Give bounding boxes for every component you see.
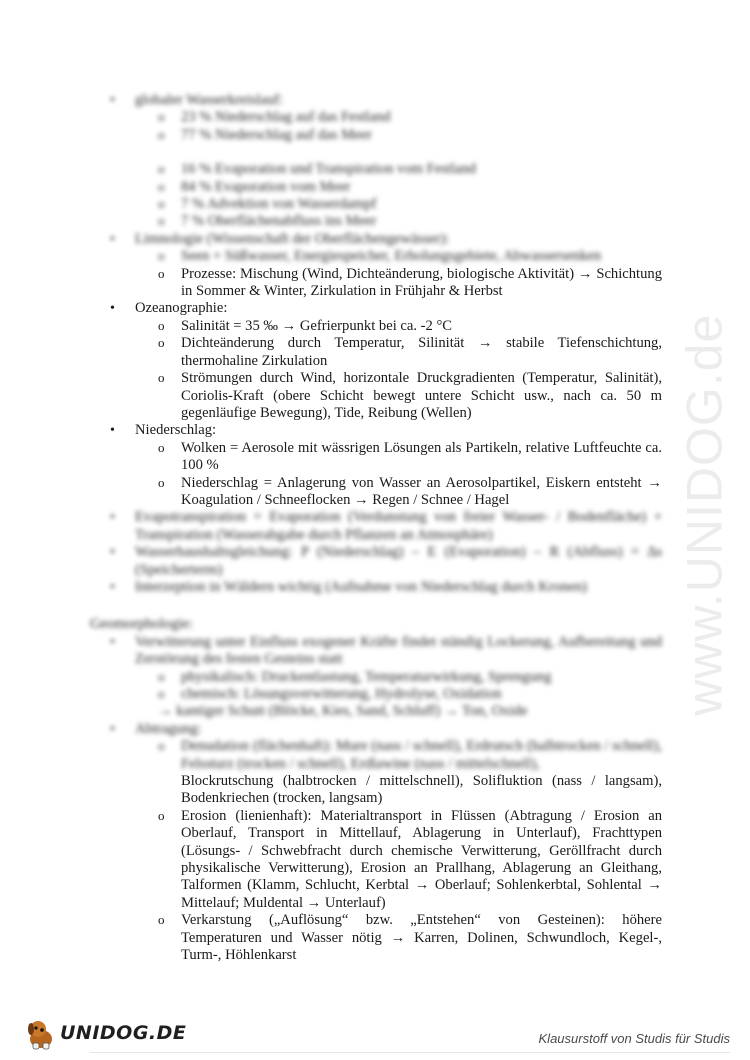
heading-geomorphologie: Geomorphologie:: [90, 616, 193, 633]
sub-list-item-chemisch: o chemisch: Lösungsverwitterung, Hydrolyse, Oxidation: [90, 686, 662, 703]
sub-list-item-verkarstung: o Verkarstung („Auflösung“ bzw. „Entstehen“ von Gesteinen): höhere Temperaturen und Wasser nötig → Karren, Dolinen, Schwundloch, Kegel-, Turm-, Höhlenkarst: [90, 912, 662, 964]
sub-list-item-erosion: o Erosion (lienienhaft): Materialtransport in Flüssen (Abtragung / Erosion an Oberlauf, Transport in Mittellauf, Ablagerung in Unterlauf), Frachttypen (Lösungs- / Schwebfracht durch chemische Verwitterung, Geröllfracht durch physikalische Verwitterung), Erosion an Prallhang, Ablagerung an Gleithang, Talformen (Klamm, Schlucht, Kerbtal → Oberlauf; Sohlenkerbtal, Sohlental → Mittelauf; Muldental → Unterlauf): [90, 808, 662, 912]
spacer: [90, 596, 662, 616]
dog-mascot-icon: [24, 1017, 58, 1051]
sub-list-item-niederschlag: o Niederschlag = Anlagerung von Wasser an Aerosolpartikel, Eiskern entsteht → Koagulation / Schneeflocken → Regen / Schnee / Hagel: [90, 475, 662, 510]
logo-text: UNIDOG.DE: [60, 1022, 187, 1045]
sub-list-item: o 7 % Oberflächenabfluss ins Meer: [90, 213, 662, 230]
sub-list-item-salinitaet: o Salinität = 35 ‰ → Gefrierpunkt bei ca. -2 °C: [90, 318, 662, 335]
sub-list-item-dichte: o Dichteänderung durch Temperatur, Silinität → stabile Tiefenschichtung, thermohaline Zirkulation: [90, 335, 662, 370]
list-item: • Limnologie (Wissenschaft der Oberflächengewässer):: [90, 231, 662, 248]
sub-list-item-schutt: → kantiger Schutt (Blöcke, Kies, Sand, Schluff) → Ton, Oxide: [158, 703, 528, 720]
sub-list-item: o 77 % Niederschlag auf das Meer: [90, 127, 662, 144]
sub-list-item: o 7 % Advektion von Wasserdampf: [90, 196, 662, 213]
sub-list-item-stroemungen: o Strömungen durch Wind, horizontale Druckgradienten (Temperatur, Salinität), Coriolis-Kraft (obere Schicht bewegt untere Schicht usw., nach ca. 50 m gegenläufige Bewegung), Tide, Reibung (Wellen): [90, 370, 662, 422]
footer-tagline: Klausurstoff von Studis für Studis: [538, 1031, 730, 1046]
watermark: [670, 290, 740, 740]
sub-list-item-denudation: o Denudation (flächenhaft): Mure (nass / schnell), Erdrutsch (halbtrocken / schnell), Felssturz (trocken / schnell), Erdlawine (nass / mittelschnell),: [90, 738, 662, 773]
heading-ozeanographie: • Ozeanographie:: [90, 300, 662, 317]
sub-list-item-wolken: o Wolken = Aerosole mit wässrigen Lösungen als Partikeln, relative Luftfeuchte ca. 100 %: [90, 440, 662, 475]
list-item: • globaler Wasserkreislauf:: [90, 92, 662, 109]
sub-list-item: o 16 % Evaporation und Transpiration vom Festland: [90, 161, 662, 178]
list-item-interzeption: • Interzeption in Wäldern wichtig (Aufnahme von Niederschlag durch Kronen): [90, 579, 662, 596]
sub-list-item: o 84 % Evaporation vom Meer: [90, 179, 662, 196]
list-item-wasserhaushalt: • Wasserhaushaltsgleichung: P (Niederschlag) – E (Evaporation) – R (Abfluss) = ∆s (Speicherterm): [90, 544, 662, 579]
footer-logo: [24, 1016, 186, 1052]
sub-list-item: o 23 % Niederschlag auf das Festland: [90, 109, 662, 126]
sub-list-item-prozesse: o Prozesse: Mischung (Wind, Dichteänderung, biologische Aktivität) → Schichtung in Sommer & Winter, Zirkulation in Frühjahr & Herbst: [90, 266, 662, 301]
spacer: [90, 144, 662, 161]
list-item-verwitterung: • Verwitterung unter Einfluss exogener Kräfte findet ständig Lockerung, Aufbereitung und Zerstörung des festen Gesteins statt: [90, 634, 662, 669]
heading-abtragung: • Abtragung:: [90, 721, 662, 738]
sub-list-item-physikalisch: o physikalisch: Druckentlastung, Temperaturwirkung, Sprengung: [90, 669, 662, 686]
heading-niederschlag: • Niederschlag:: [90, 422, 662, 439]
document-body: [90, 92, 662, 965]
sub-list-item: o Seen + Süßwasser, Energiespeicher, Erholungsgebiete, Abwassersenken: [90, 248, 662, 265]
sub-list-item-denudation-cont: Blockrutschung (halbtrocken / mittelschnell), Solifluktion (nass / langsam), Bodenkriechen (trocken, langsam): [181, 773, 662, 807]
list-item-evapotranspiration: • Evapotranspiration = Evaporation (Verdunstung von freier Wasser- / Bodenfläche) + Transpiration (Wasserabgabe durch Pflanzen an Atmosphäre): [90, 509, 662, 544]
footer-divider: [90, 1052, 730, 1053]
watermark-text: www.UNIDOG.de: [676, 314, 733, 716]
bullet-list: [90, 92, 662, 965]
